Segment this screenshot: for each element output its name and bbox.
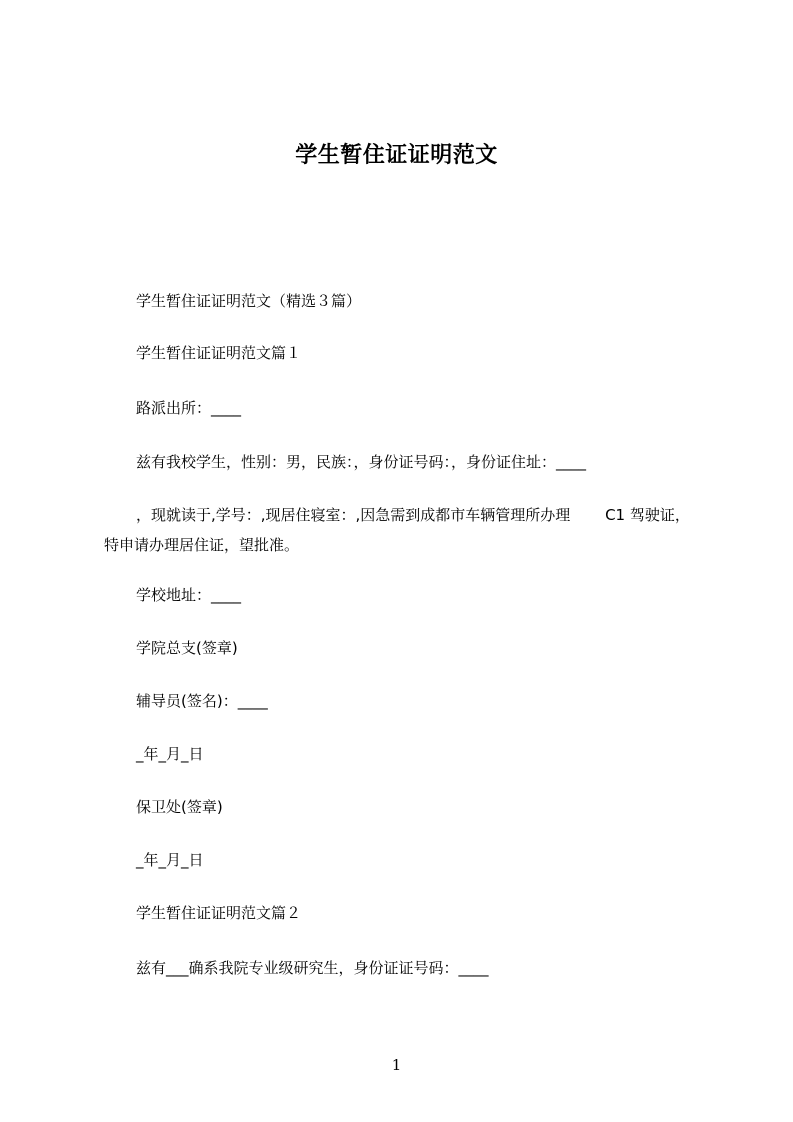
counselor-signature-line: 辅导员(签名)：____ [136, 692, 268, 710]
request-paragraph-line-1: ，现就读于,学号：,现居住寝室：,因急需到成都市车辆管理所办理 C1 驾驶证， [136, 506, 690, 524]
intro-paragraph: 学生暂住证证明范文（精选３篇） [136, 292, 362, 310]
date-line-2: _年_月_日 [136, 851, 204, 869]
security-office-seal-line: 保卫处(签章) [136, 798, 223, 816]
section-heading-2: 学生暂住证证明范文篇２ [136, 904, 302, 922]
request-paragraph-line-2: 特申请办理居住证，望批准。 [104, 536, 300, 554]
document-title: 学生暂住证证明范文 [295, 143, 498, 168]
section-heading-1: 学生暂住证证明范文篇１ [136, 344, 302, 362]
student-info-line: 兹有我校学生，性别：男，民族：，身份证号码：，身份证住址：____ [136, 453, 587, 471]
graduate-student-line: 兹有___确系我院专业级研究生，身份证证号码：____ [136, 959, 489, 977]
page-number: 1 [391, 1056, 402, 1074]
college-seal-line: 学院总支(签章) [136, 639, 238, 657]
school-address-line: 学校地址：____ [136, 586, 242, 604]
request-paragraph [104, 500, 700, 560]
police-station-line: 路派出所：____ [136, 399, 242, 417]
date-line-1: _年_月_日 [136, 745, 204, 763]
